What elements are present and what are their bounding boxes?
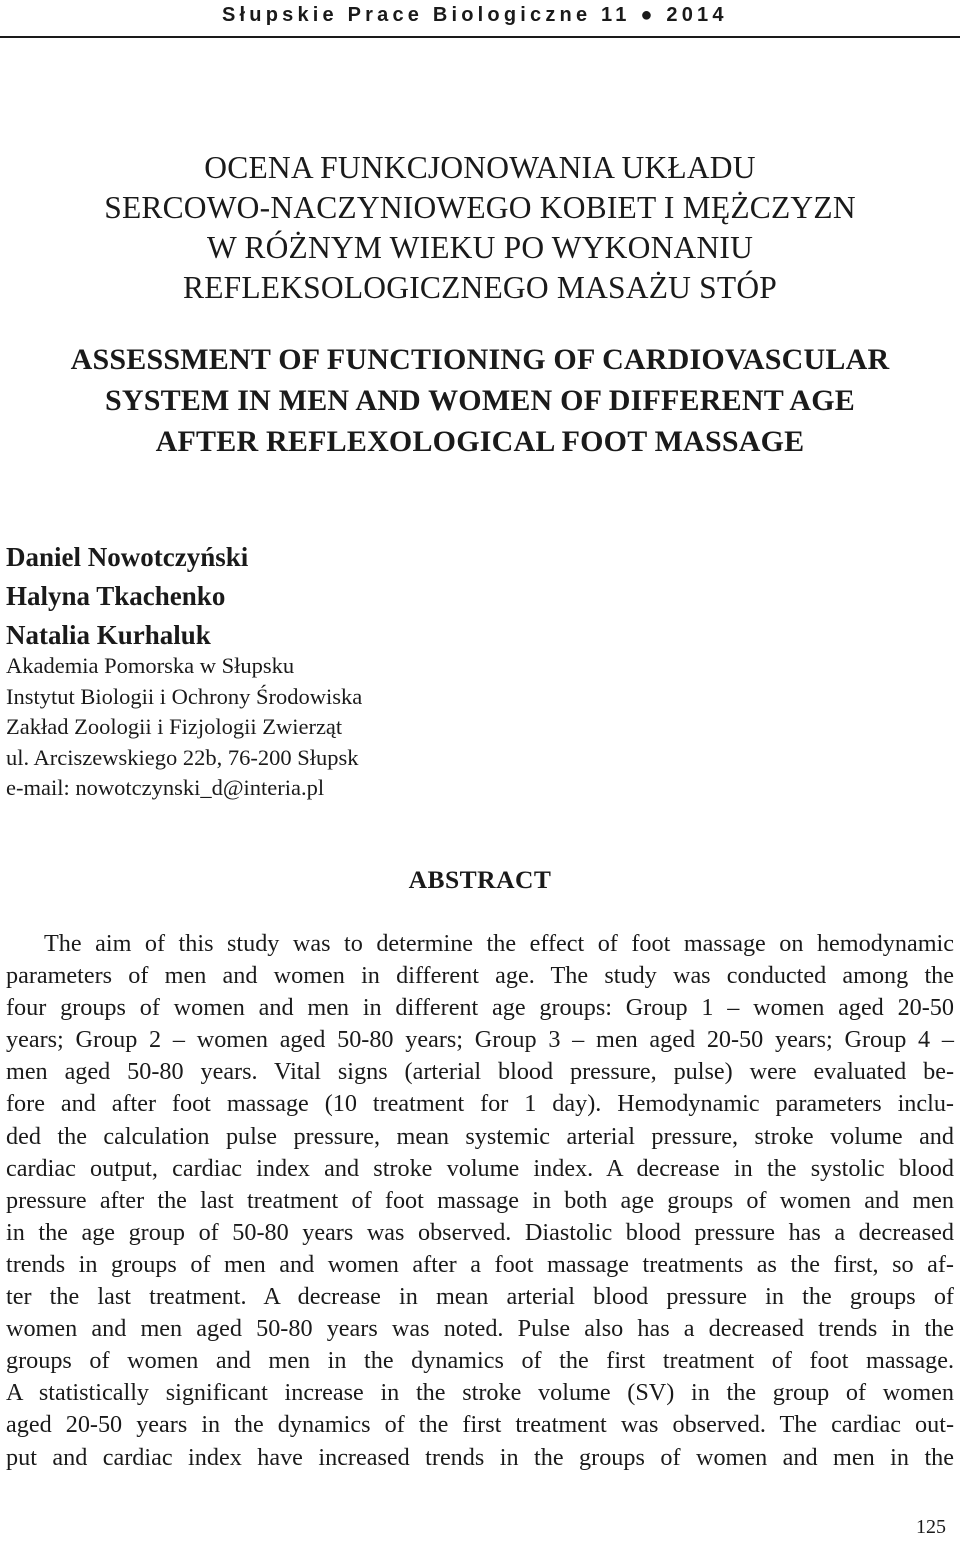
abstract-line: aged 20-50 years in the dynamics of the first treatment was observed. The cardiac out- xyxy=(6,1411,954,1439)
abstract-line: A statistically significant increase in the stroke volume (SV) in the group of women xyxy=(6,1379,954,1407)
abstract-line: women and men aged 50-80 years was noted. Pulse also has a decreased trends in the xyxy=(6,1315,954,1343)
journal-header-text: Słupskie Prace Biologiczne 11 ● 2014 xyxy=(222,4,728,26)
abstract-line: fore and after foot massage (10 treatment for 1 day). Hemodynamic parameters inclu- xyxy=(6,1090,954,1118)
page-number: 125 xyxy=(916,1516,946,1538)
abstract-heading: ABSTRACT xyxy=(408,865,552,894)
affiliation-block xyxy=(6,651,362,804)
title-en-line: ASSESSMENT OF FUNCTIONING OF CARDIOVASCULAR xyxy=(70,343,890,376)
abstract-line: ter the last treatment. A decrease in mean arterial blood pressure in the groups of xyxy=(6,1283,954,1311)
author-name: Natalia Kurhaluk xyxy=(6,620,211,650)
abstract-line: The aim of this study was to determine the effect of foot massage on hemodynamic xyxy=(44,930,954,957)
abstract-line: groups of women and men in the dynamics of the first treatment of foot massage. xyxy=(6,1347,954,1375)
affiliation-email: e-mail: nowotczynski_d@interia.pl xyxy=(6,775,325,800)
abstract-line: years; Group 2 – women aged 50-80 years; Group 3 – men aged 20-50 years; Group 4 – xyxy=(6,1026,954,1054)
affiliation-line: Akademia Pomorska w Słupsku xyxy=(6,653,295,678)
affiliation-line: ul. Arciszewskiego 22b, 76-200 Słupsk xyxy=(6,744,359,770)
title-polish xyxy=(0,148,960,308)
title-pl-line: SERCOWO-NACZYNIOWEGO KOBIET I MĘŻCZYZN xyxy=(104,190,856,225)
title-en-line: AFTER REFLEXOLOGICAL FOOT MASSAGE xyxy=(155,425,805,458)
affiliation-line: Instytut Biologii i Ochrony Środowiska xyxy=(6,683,363,709)
abstract-line: ded the calculation pulse pressure, mean systemic arterial pressure, stroke volume and xyxy=(6,1122,954,1150)
header-rule xyxy=(0,36,960,38)
author-name: Halyna Tkachenko xyxy=(6,581,226,611)
abstract-line: men aged 50-80 years. Vital signs (arterial blood pressure, pulse) were evaluated be- xyxy=(6,1058,954,1086)
abstract-body xyxy=(6,928,954,1474)
abstract-line: put and cardiac index have increased trends in the groups of women and men in the xyxy=(6,1443,954,1471)
running-header xyxy=(0,0,960,36)
title-en-line: SYSTEM IN MEN AND WOMEN OF DIFFERENT AGE xyxy=(104,384,856,417)
title-pl-line: W RÓŻNYM WIEKU PO WYKONANIU xyxy=(206,230,754,265)
title-pl-line: OCENA FUNKCJONOWANIA UKŁADU xyxy=(204,150,756,185)
abstract-line: four groups of women and men in different age groups: Group 1 – women aged 20-50 xyxy=(6,994,954,1022)
author-list xyxy=(6,538,248,655)
title-english xyxy=(0,339,960,462)
title-pl-line: REFLEKSOLOGICZNEGO MASAŻU STÓP xyxy=(182,270,778,305)
abstract-line: trends in groups of men and women after a foot massage treatments as the first, so af- xyxy=(6,1250,954,1278)
abstract-line: parameters of men and women in different age. The study was conducted among the xyxy=(6,962,954,990)
affiliation-line: Zakład Zoologii i Fizjologii Zwierząt xyxy=(6,714,343,739)
abstract-line: cardiac output, cardiac index and stroke volume index. A decrease in the systolic blood xyxy=(6,1154,954,1182)
author-name: Daniel Nowotczyński xyxy=(6,542,249,572)
abstract-line: pressure after the last treatment of foot massage in both age groups of women and men xyxy=(6,1186,954,1214)
abstract-line: in the age group of 50-80 years was observed. Diastolic blood pressure has a decreased xyxy=(6,1218,954,1246)
